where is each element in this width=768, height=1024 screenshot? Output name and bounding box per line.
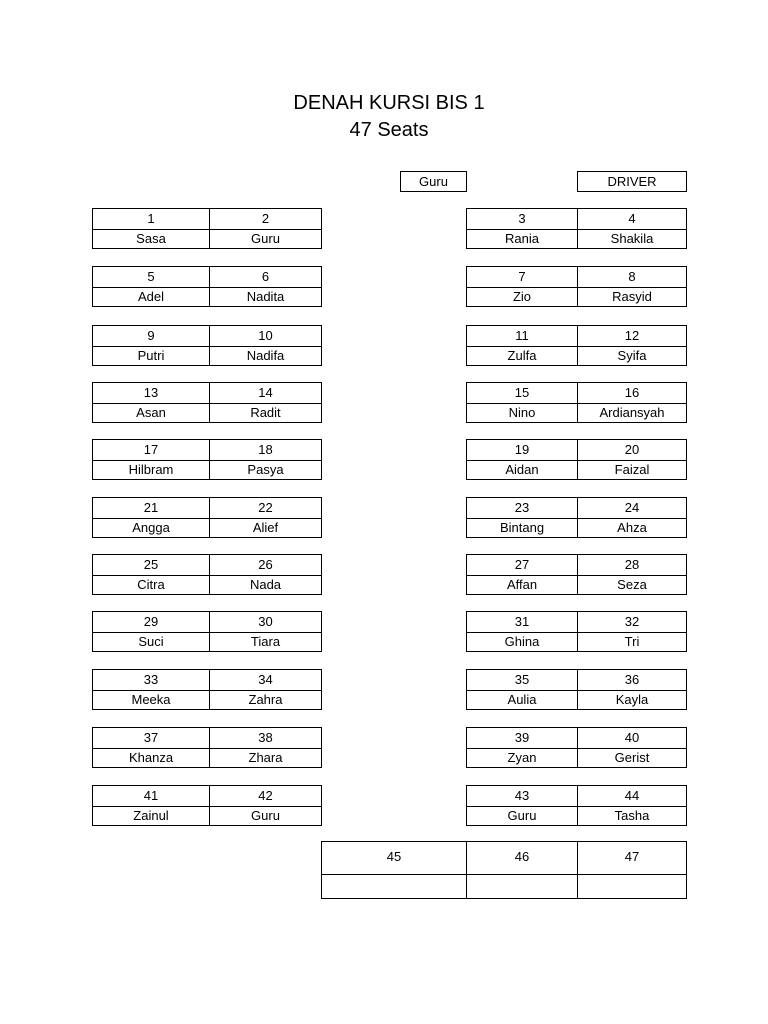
back-row [321, 841, 687, 899]
page-subtitle: 47 Seats [349, 119, 429, 141]
seat-name: Zio [512, 289, 532, 304]
seat-10 [210, 326, 321, 365]
seat-number: 6 [210, 267, 321, 288]
seat-46 [467, 842, 578, 898]
seat-number: 39 [467, 728, 577, 749]
seat-6 [210, 267, 321, 306]
seat-pair-right [466, 382, 687, 423]
seat-number: 35 [467, 670, 577, 691]
seat-47 [578, 842, 686, 898]
seat-pair-left [92, 382, 322, 423]
seat-14 [210, 383, 321, 422]
seat-20 [578, 440, 686, 479]
seat-29 [93, 612, 210, 651]
seat-pair-left [92, 266, 322, 307]
seat-pair-left [92, 439, 322, 480]
driver-seat: DRIVER [577, 171, 687, 192]
seat-9 [93, 326, 210, 365]
seat-2 [210, 209, 321, 248]
seat-44 [578, 786, 686, 825]
seat-number: 46 [467, 842, 577, 875]
seat-name: Seza [617, 577, 647, 592]
seat-pair-left [92, 554, 322, 595]
seat-41 [93, 786, 210, 825]
seat-number: 31 [467, 612, 577, 633]
seat-name: Aulia [507, 692, 537, 707]
seat-15 [467, 383, 578, 422]
seat-name: Khanza [128, 750, 174, 765]
seat-number: 28 [578, 555, 686, 576]
seat-27 [467, 555, 578, 594]
seat-13 [93, 383, 210, 422]
seat-number: 12 [578, 326, 686, 347]
seat-7 [467, 267, 578, 306]
seat-number: 11 [467, 326, 577, 347]
seat-name: Guru [507, 808, 537, 823]
seat-18 [210, 440, 321, 479]
seat-number: 30 [210, 612, 321, 633]
seat-12 [578, 326, 686, 365]
seat-name: Shakila [610, 231, 654, 246]
seat-name: Sasa [136, 231, 166, 246]
seat-43 [467, 786, 578, 825]
seat-name: Kayla [615, 692, 649, 707]
seat-name: Zahra [248, 692, 283, 707]
seat-23 [467, 498, 578, 537]
seat-16 [578, 383, 686, 422]
seat-number: 22 [210, 498, 321, 519]
seat-33 [93, 670, 210, 709]
seat-number: 32 [578, 612, 686, 633]
seat-pair-right [466, 669, 687, 710]
seat-pair-right [466, 439, 687, 480]
seat-number: 25 [93, 555, 209, 576]
seat-name: Guru [251, 808, 280, 823]
seat-34 [210, 670, 321, 709]
seat-name: Ahza [617, 520, 647, 535]
seat-number: 38 [210, 728, 321, 749]
seat-pair-left [92, 208, 322, 249]
seat-pair-right [466, 727, 687, 768]
seat-38 [210, 728, 321, 767]
seat-name: Ghina [504, 634, 540, 649]
seat-pair-left [92, 669, 322, 710]
seat-24 [578, 498, 686, 537]
seat-number: 33 [93, 670, 209, 691]
seat-name: Zainul [133, 808, 169, 823]
seat-number: 47 [578, 842, 686, 875]
seat-number: 19 [467, 440, 577, 461]
seat-number: 41 [93, 786, 209, 807]
seat-name: Citra [137, 577, 165, 592]
seat-name: Alief [252, 520, 279, 535]
seat-name: Asan [136, 405, 166, 420]
seat-name: Guru [251, 231, 280, 246]
seat-number: 44 [578, 786, 686, 807]
seat-name: Radit [250, 405, 281, 420]
seat-number: 10 [210, 326, 321, 347]
seat-number: 8 [578, 267, 686, 288]
seat-number: 16 [578, 383, 686, 404]
seat-42 [210, 786, 321, 825]
seat-name: Putri [137, 348, 165, 363]
seat-name: Zhara [248, 750, 283, 765]
seat-name: Angga [132, 520, 170, 535]
seat-4 [578, 209, 686, 248]
seat-name: Meeka [131, 692, 171, 707]
seat-40 [578, 728, 686, 767]
seat-11 [467, 326, 578, 365]
seat-name: Adel [137, 289, 165, 304]
seat-pair-left [92, 325, 322, 366]
seat-number: 20 [578, 440, 686, 461]
seat-name [467, 874, 577, 898]
seat-name: Pasya [247, 462, 284, 477]
seat-28 [578, 555, 686, 594]
seat-pair-left [92, 727, 322, 768]
seat-number: 3 [467, 209, 577, 230]
seat-number: 15 [467, 383, 577, 404]
seat-number: 45 [322, 842, 466, 875]
seat-number: 40 [578, 728, 686, 749]
seat-number: 2 [210, 209, 321, 230]
seat-name: Syifa [617, 348, 647, 363]
seat-name: Suci [138, 634, 164, 649]
seat-name: Tasha [614, 808, 650, 823]
seat-37 [93, 728, 210, 767]
seat-number: 34 [210, 670, 321, 691]
seat-name: Nadita [246, 289, 285, 304]
seat-number: 21 [93, 498, 209, 519]
page-title: DENAH KURSI BIS 1 [293, 92, 485, 114]
seat-name: Hilbram [128, 462, 174, 477]
seat-number: 37 [93, 728, 209, 749]
seat-name: Bintang [499, 520, 545, 535]
seat-name: Zyan [507, 750, 537, 765]
seat-5 [93, 267, 210, 306]
seat-number: 27 [467, 555, 577, 576]
seat-8 [578, 267, 686, 306]
seat-21 [93, 498, 210, 537]
seat-3 [467, 209, 578, 248]
seat-pair-right [466, 266, 687, 307]
seat-number: 29 [93, 612, 209, 633]
seat-name: Tri [624, 634, 640, 649]
seat-number: 5 [93, 267, 209, 288]
seat-pair-right [466, 497, 687, 538]
seat-pair-right [466, 611, 687, 652]
seat-35 [467, 670, 578, 709]
seat-26 [210, 555, 321, 594]
seat-number: 42 [210, 786, 321, 807]
seat-39 [467, 728, 578, 767]
seat-pair-left [92, 785, 322, 826]
seat-pair-right [466, 325, 687, 366]
seat-number: 1 [93, 209, 209, 230]
seat-number: 43 [467, 786, 577, 807]
seat-45 [322, 842, 467, 898]
seat-name [578, 874, 686, 898]
seat-30 [210, 612, 321, 651]
seat-name: Aidan [505, 462, 539, 477]
seat-name: Gerist [614, 750, 650, 765]
seat-25 [93, 555, 210, 594]
seat-17 [93, 440, 210, 479]
seat-name: Affan [506, 577, 538, 592]
seat-name: Tiara [250, 634, 281, 649]
seat-number: 24 [578, 498, 686, 519]
seat-name: Ardiansyah [599, 405, 665, 420]
seat-name: Faizal [614, 462, 650, 477]
seat-name: Nada [249, 577, 282, 592]
seat-31 [467, 612, 578, 651]
seat-pair-right [466, 785, 687, 826]
seat-36 [578, 670, 686, 709]
seat-name: Nadifa [246, 348, 285, 363]
seat-name: Nino [508, 405, 536, 420]
seat-pair-left [92, 497, 322, 538]
seat-name [322, 874, 466, 898]
seat-number: 13 [93, 383, 209, 404]
seat-number: 9 [93, 326, 209, 347]
seat-number: 17 [93, 440, 209, 461]
seat-19 [467, 440, 578, 479]
seat-name: Rasyid [612, 289, 652, 304]
seat-pair-left [92, 611, 322, 652]
guru-seat-front: Guru [400, 171, 467, 192]
seat-name: Rania [505, 231, 539, 246]
seat-number: 36 [578, 670, 686, 691]
seat-pair-right [466, 208, 687, 249]
seat-number: 7 [467, 267, 577, 288]
seat-number: 14 [210, 383, 321, 404]
seat-number: 26 [210, 555, 321, 576]
seat-number: 23 [467, 498, 577, 519]
seat-name: Zulfa [507, 348, 537, 363]
seat-number: 4 [578, 209, 686, 230]
seat-32 [578, 612, 686, 651]
seat-1 [93, 209, 210, 248]
seat-number: 18 [210, 440, 321, 461]
seat-pair-right [466, 554, 687, 595]
seat-22 [210, 498, 321, 537]
